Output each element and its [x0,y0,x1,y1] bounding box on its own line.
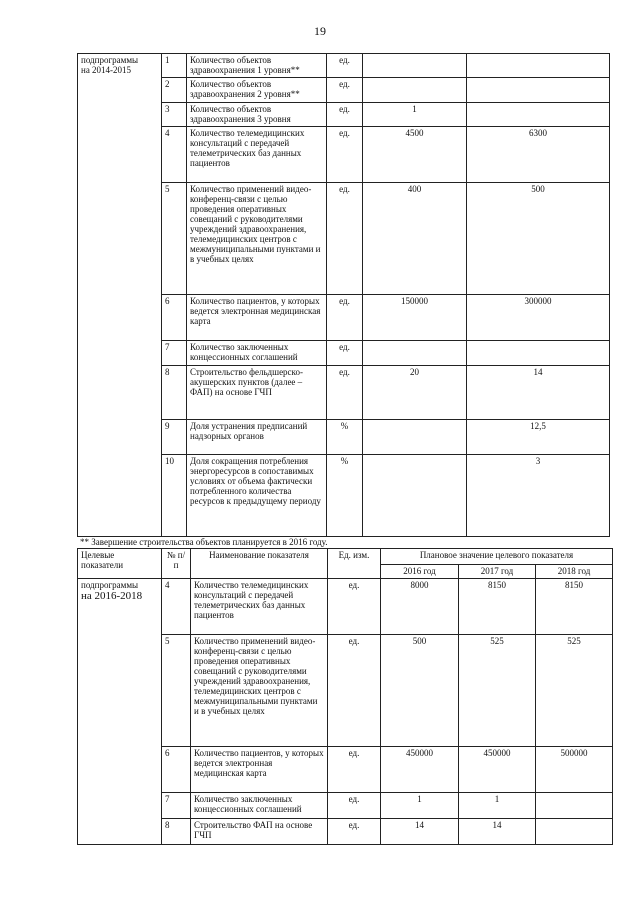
indicator-name: Доля сокращения потребления энергоресурсов в сопоставимых условиях от объема фактически потребленного количества ресурсов к предыдущему периоду [187,455,327,537]
value-2014 [363,420,467,455]
indicator-name: Строительство фельдшерско-акушерских пунктов (далее – ФАП) на основе ГЧП [187,366,327,420]
unit: ед. [327,78,363,103]
footnote: ** Завершение строительства объектов планируется в 2016 году. [80,537,328,547]
unit: ед. [327,103,363,127]
row-num: 4 [162,127,187,183]
value-2016: 500 [381,635,459,747]
page-number: 19 [314,24,326,38]
value-2014: 20 [363,366,467,420]
indicator-name: Количество пациентов, у которых ведется электронная медицинская карта [191,747,328,793]
indicator-name: Строительство ФАП на основе ГЧП [191,819,328,845]
indicator-name: Количество телемедицинских консультаций с передачей телеметрических баз данных пациентов [191,579,328,635]
value-2017: 14 [459,819,536,845]
value-2018 [536,793,613,819]
table-row [78,579,613,635]
value-2018: 525 [536,635,613,747]
value-2018 [536,819,613,845]
unit: % [327,420,363,455]
unit: ед. [328,579,381,635]
row-num: 1 [162,54,187,78]
indicator-name: Количество применений видео-конференц-связи с целью проведения оперативных совещаний с руководителями учреждений здравоохранения, телемедицинских центров с межмуниципальными пунктами и в учебных целях [191,635,328,747]
value-2015 [467,103,610,127]
value-2015: 14 [467,366,610,420]
header-program: Целевые показатели [78,549,162,579]
value-2014: 1 [363,103,467,127]
row-num: 5 [162,635,191,747]
row-num: 3 [162,103,187,127]
value-2014: 4500 [363,127,467,183]
program-label-cell [78,54,162,537]
value-2017: 525 [459,635,536,747]
value-2017: 8150 [459,579,536,635]
program-label-line2: на 2016-2018 [81,590,143,602]
unit: ед. [328,747,381,793]
value-2016: 14 [381,819,459,845]
row-num: 9 [162,420,187,455]
row-num: 8 [162,366,187,420]
unit: ед. [328,819,381,845]
unit: ед. [327,366,363,420]
value-2014 [363,78,467,103]
value-2014 [363,54,467,78]
value-2015 [467,54,610,78]
program-label-line1: подпрограммы [81,55,139,65]
header-num: № п/п [162,549,191,579]
row-num: 4 [162,579,191,635]
indicator-name: Количество объектов здравоохранения 2 уровня** [187,78,327,103]
indicator-name: Количество объектов здравоохранения 1 уровня** [187,54,327,78]
indicator-name: Количество телемедицинских консультаций с передачей телеметрических баз данных пациентов [187,127,327,183]
value-2018: 500000 [536,747,613,793]
value-2016: 1 [381,793,459,819]
header-row [78,549,613,565]
indicator-name: Доля устранения предписаний надзорных органов [187,420,327,455]
program-label-cell [78,579,162,845]
row-num: 7 [162,341,187,366]
indicator-name: Количество объектов здравоохранения 3 уровня [187,103,327,127]
unit: % [327,455,363,537]
indicator-name: Количество заключенных концессионных соглашений [187,341,327,366]
row-num: 5 [162,183,187,295]
header-year-2016: 2016 год [381,565,459,579]
row-num: 6 [162,747,191,793]
value-2018: 8150 [536,579,613,635]
header-name: Наименование показателя [191,549,328,579]
value-2017: 1 [459,793,536,819]
value-2016: 8000 [381,579,459,635]
table-row [78,54,610,78]
value-2014: 150000 [363,295,467,341]
unit: ед. [328,793,381,819]
value-2015: 12,5 [467,420,610,455]
unit: ед. [327,183,363,295]
value-2014 [363,455,467,537]
value-2014 [363,341,467,366]
unit: ед. [327,127,363,183]
row-num: 10 [162,455,187,537]
header-year-2018: 2018 год [536,565,613,579]
unit: ед. [327,295,363,341]
value-2015: 500 [467,183,610,295]
row-num: 7 [162,793,191,819]
unit: ед. [328,635,381,747]
indicator-name: Количество заключенных концессионных соглашений [191,793,328,819]
header-plan: Плановое значение целевого показателя [381,549,613,565]
unit: ед. [327,54,363,78]
value-2015: 300000 [467,295,610,341]
row-num: 2 [162,78,187,103]
indicator-name: Количество применений видео-конференц-связи с целью проведения оперативных совещаний с руководителями учреждений здравоохранения, телемедицинских центров с межмуниципальными пунктами и в учебных целях [187,183,327,295]
value-2017: 450000 [459,747,536,793]
indicator-name: Количество пациентов, у которых ведется электронная медицинская карта [187,295,327,341]
header-year-2017: 2017 год [459,565,536,579]
value-2015: 3 [467,455,610,537]
indicators-table-2016-2018 [77,548,613,845]
header-unit: Ед. изм. [328,549,381,579]
value-2014: 400 [363,183,467,295]
program-label-line1: подпрограммы [81,580,139,590]
unit: ед. [327,341,363,366]
value-2015 [467,341,610,366]
indicators-table-2014-2015 [77,53,610,537]
row-num: 8 [162,819,191,845]
value-2016: 450000 [381,747,459,793]
value-2015 [467,78,610,103]
value-2015: 6300 [467,127,610,183]
row-num: 6 [162,295,187,341]
program-label-line2: на 2014-2015 [81,65,132,75]
